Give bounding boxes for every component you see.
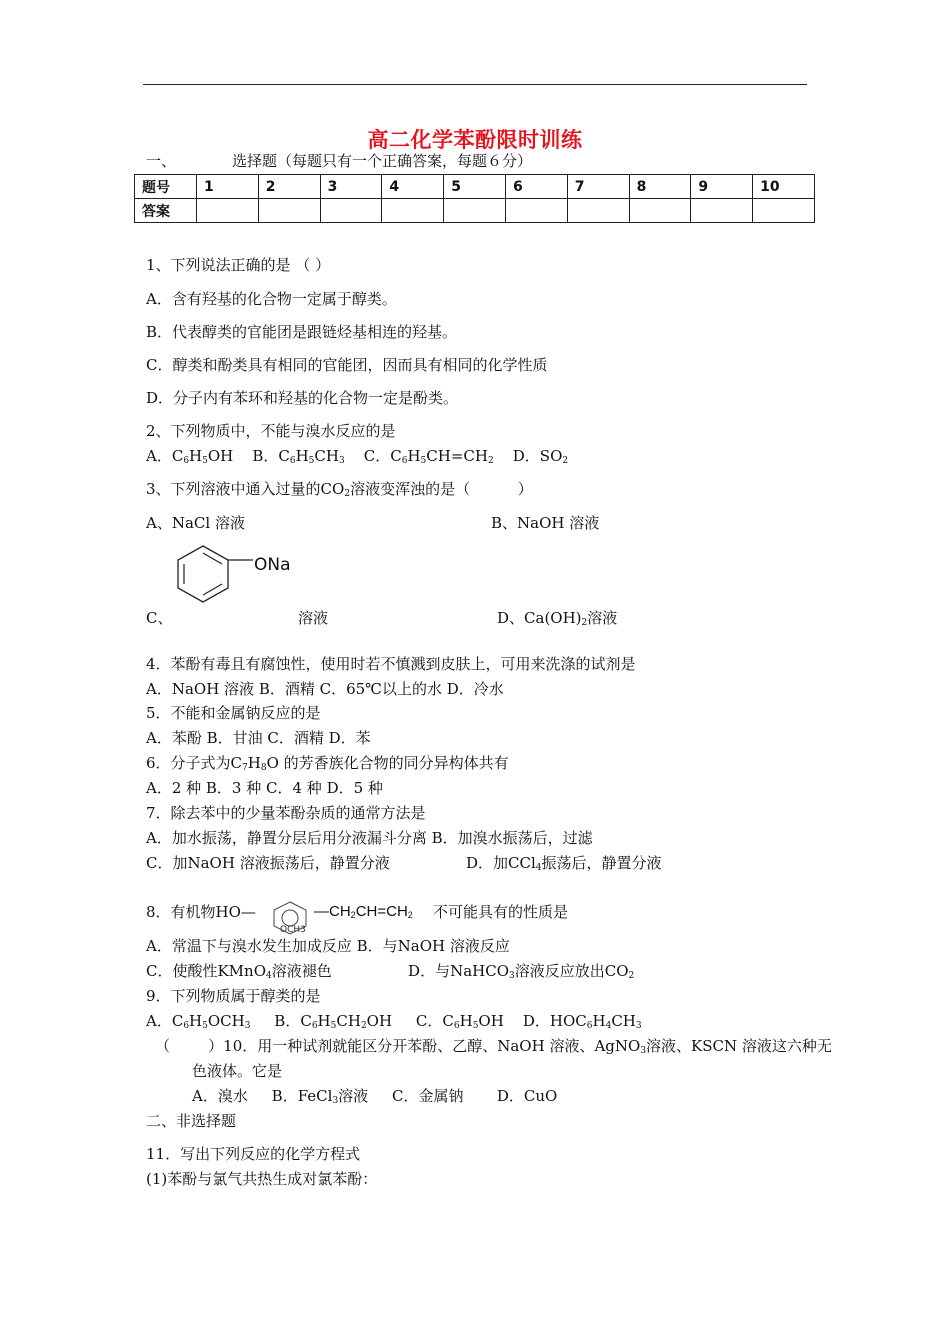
q8-options-cd: C．使酸性KMnO$_4$溶液褪色 D．与NaHCO$_3$溶液反应放出$CO_2$ [146,962,635,981]
q1-option-b: B．代表醇类的官能团是跟链烃基相连的羟基。 [146,323,458,341]
q8-options-ab: A．常温下与溴水发生加成反应 B．与NaOH 溶液反应 [146,937,510,955]
q6-stem: 6．分子式为$C_7H_8O$ 的芳香族化合物的同分异构体共有 [146,754,509,773]
q6-options: A．2 种 B．3 种 C．4 种 D．5 种 [146,779,383,797]
q5-options: A．苯酚 B．甘油 C．酒精 D．苯 [146,729,371,747]
q9-stem: 9．下列物质属于醇类的是 [146,987,321,1005]
q11-stem: 11．写出下列反应的化学方程式 [146,1145,361,1163]
q7-options-ab: A．加水振荡，静置分层后用分液漏斗分离 B．加溴水振荡后，过滤 [146,829,593,847]
ona-label: ONa [254,555,291,575]
answer-cell[interactable] [320,199,382,223]
question-number-cell: 2 [258,175,320,199]
q11-part1: (1)苯酚与氯气共热生成对氯苯酚： [146,1170,378,1188]
q8-stem-chain: $—CH_2CH=CH_2$ [314,903,413,920]
q1-option-d: D．分子内有苯环和羟基的化合物一定是酚类。 [146,389,459,407]
q4-stem: 4．苯酚有毒且有腐蚀性，使用时若不慎溅到皮肤上，可用来洗涤的试剂是 [146,655,636,673]
q2-options: A．$C_6H_5OH$ B．$C_6H_5CH_3$ C．$C_6H_5CH=CH_2$ D．$SO_2$ [146,447,569,466]
q3-option-a: A、NaCl 溶液 [146,514,245,532]
question-number-cell: 10 [753,175,815,199]
answer-cell[interactable] [258,199,320,223]
q10-line1: （ ）10．用一种试剂就能区分开苯酚、乙醇、NaOH 溶液、AgNO$_3$溶液、KSCN 溶液这六种无 [155,1037,832,1056]
q2-stem: 2、下列物质中，不能与溴水反应的是 [146,422,396,440]
answer-cell[interactable] [197,199,259,223]
row-header-answer: 答案 [135,199,197,223]
q1-option-a: A．含有羟基的化合物一定属于醇类。 [146,290,397,308]
answer-table [134,174,815,223]
answer-cell[interactable] [444,199,506,223]
q3-option-b: B、NaOH 溶液 [491,514,600,532]
question-number-cell: 9 [691,175,753,199]
q3-option-d: D、$Ca(OH)_2$溶液 [497,609,618,628]
q10-options: A．溴水 B．FeCl$_3$溶液 C．金属钠 D．CuO [192,1087,558,1106]
q9-options: A．$C_6H_5OCH_3$ B．$C_6H_5CH_2OH$ C．$C_6H_5OH$ D．$HOC_6H_4CH_3$ [146,1012,642,1031]
answer-table-answer-row [135,199,815,223]
q7-options-cd: C．加NaOH 溶液振荡后，静置分液 D．加CCl$_4$振荡后，静置分液 [146,854,662,873]
section1-number: 一、 [146,152,177,170]
q3-option-c-text: 溶液 [298,609,329,627]
page-title: 高二化学苯酚限时训练 [367,128,583,152]
q3-option-c-label: C、 [146,609,173,627]
answer-cell[interactable] [567,199,629,223]
answer-cell[interactable] [691,199,753,223]
section2-heading: 二、非选择题 [146,1112,237,1130]
answer-cell[interactable] [382,199,444,223]
header-rule [143,84,807,85]
section1-text: 选择题（每题只有一个正确答案，每题６分） [232,152,533,170]
question-number-cell: 4 [382,175,444,199]
question-number-cell: 7 [567,175,629,199]
question-number-cell: 6 [505,175,567,199]
question-number-cell: 8 [629,175,691,199]
section1-heading [146,152,532,170]
q3-stem: 3、下列溶液中通入过量的$CO_2$溶液变浑浊的是（ ） [146,480,533,499]
q4-options: A．NaOH 溶液 B．酒精 C．65℃以上的水 D．冷水 [146,680,504,698]
q10-line2: 色液体。它是 [192,1062,283,1080]
q8-stem-suffix: 不可能具有的性质是 [433,903,569,921]
answer-cell[interactable] [629,199,691,223]
question-number-cell: 5 [444,175,506,199]
question-number-cell: 3 [320,175,382,199]
q1-option-c: C．醇类和酚类具有相同的官能团，因而具有相同的化学性质 [146,356,548,374]
question-number-cell: 1 [197,175,259,199]
answer-cell[interactable] [753,199,815,223]
q1-stem: 1、下列说法正确的是 （ ） [146,256,331,274]
answer-cell[interactable] [505,199,567,223]
q7-stem: 7．除去苯中的少量苯酚杂质的通常方法是 [146,804,426,822]
och3-label: OCH3 [280,925,306,935]
answer-table-number-row [135,175,815,199]
row-header-number: 题号 [135,175,197,199]
sodium-phenoxide-structure-icon [173,542,308,610]
q8-stem-prefix: 8．有机物HO— [146,903,256,921]
benzene-ring-icon [270,900,310,936]
q5-stem: 5．不能和金属钠反应的是 [146,704,321,722]
